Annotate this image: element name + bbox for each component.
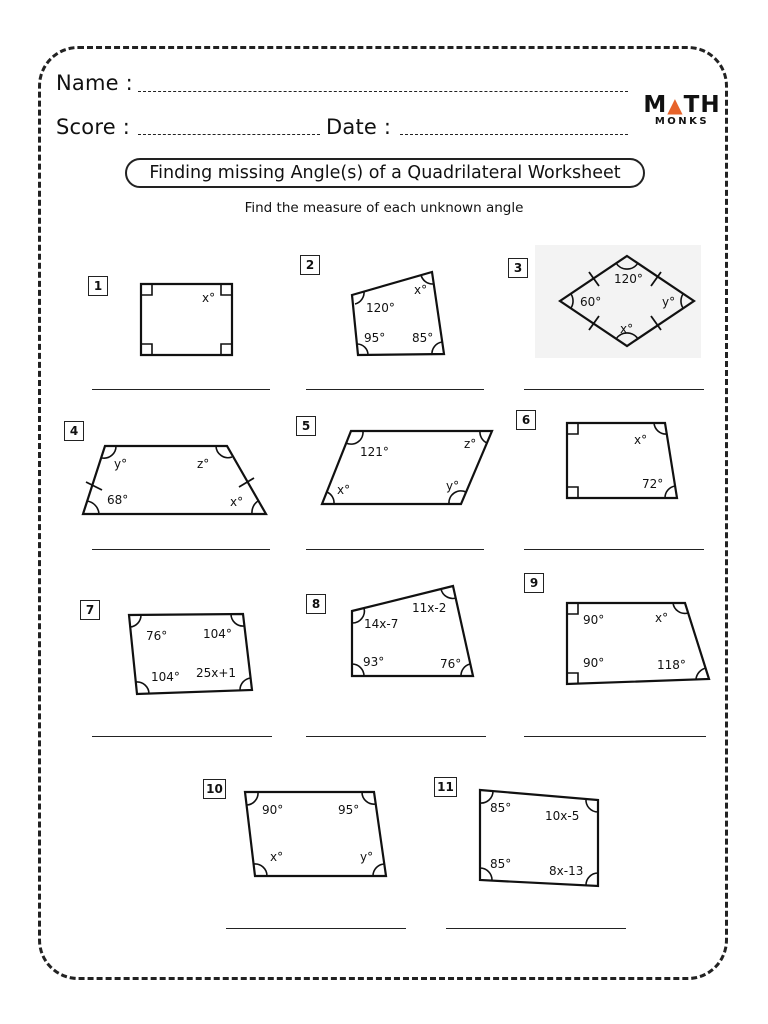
p5-label-y: y° [446,479,460,493]
problem-number-10: 10 [203,779,226,799]
date-label: Date : [326,115,392,139]
problem-number-8: 8 [306,594,326,614]
worksheet-title: Finding missing Angle(s) of a Quadrilateral Worksheet [125,158,645,188]
p9-label-118: 118° [657,658,686,672]
p5-label-z: z° [464,437,477,451]
problem-number-1: 1 [88,276,108,296]
problem-number-4: 4 [64,421,84,441]
logo-triangle-icon: ▲ [667,93,684,117]
p2-label-120: 120° [366,301,395,315]
p10-label-x: x° [270,850,284,864]
p5-label-x: x° [337,483,351,497]
p1-label-x: x° [202,291,216,305]
logo-main-text: M▲TH [643,92,721,118]
figure-3-rhombus [535,245,701,358]
problem-number-3: 3 [508,258,528,278]
problem-number-2: 2 [300,255,320,275]
problem-number-11: 11 [434,777,457,797]
p9-label-90-top: 90° [583,613,605,627]
problem-number-6: 6 [516,410,536,430]
figure-7-quadrilateral [129,614,252,694]
p2-label-85: 85° [412,331,434,345]
p11-label-8x13: 8x-13 [549,864,584,878]
p4-label-y: y° [114,457,128,471]
p8-label-93: 93° [363,655,385,669]
problem-number-9: 9 [524,573,544,593]
p10-label-95: 95° [338,803,360,817]
p11-label-85-bottom: 85° [490,857,512,871]
p4-label-x: x° [230,495,244,509]
instruction-text: Find the measure of each unknown angle [244,200,524,216]
p9-label-90-bottom: 90° [583,656,605,670]
name-label: Name : [56,71,133,95]
p8-label-14x7: 14x-7 [364,617,399,631]
p10-label-90: 90° [262,803,284,817]
p7-label-25x1: 25x+1 [196,666,237,680]
p3-label-60: 60° [580,295,602,309]
p2-label-x: x° [414,283,428,297]
p6-label-72: 72° [642,477,664,491]
p7-label-104-top: 104° [203,627,232,641]
problem-number-5: 5 [296,416,316,436]
p3-label-y: y° [662,295,676,309]
p11-label-85-top: 85° [490,801,512,815]
score-label: Score : [56,115,130,139]
p5-label-121: 121° [360,445,389,459]
p11-label-10x5: 10x-5 [545,809,580,823]
figure-1-rectangle [141,284,232,355]
p4-label-z: z° [197,457,210,471]
p4-label-68: 68° [107,493,129,507]
p10-label-y: y° [360,850,374,864]
p7-label-76: 76° [146,629,168,643]
logo-sub-text: MONKS [654,116,710,127]
p7-label-104-bottom: 104° [151,670,180,684]
p3-label-x: x° [620,322,634,336]
p3-label-120: 120° [614,272,643,286]
p6-label-x: x° [634,433,648,447]
p8-label-76: 76° [440,657,462,671]
p2-label-95: 95° [364,331,386,345]
p8-label-11x2: 11x-2 [412,601,447,615]
p9-label-x: x° [655,611,669,625]
problem-number-7: 7 [80,600,100,620]
